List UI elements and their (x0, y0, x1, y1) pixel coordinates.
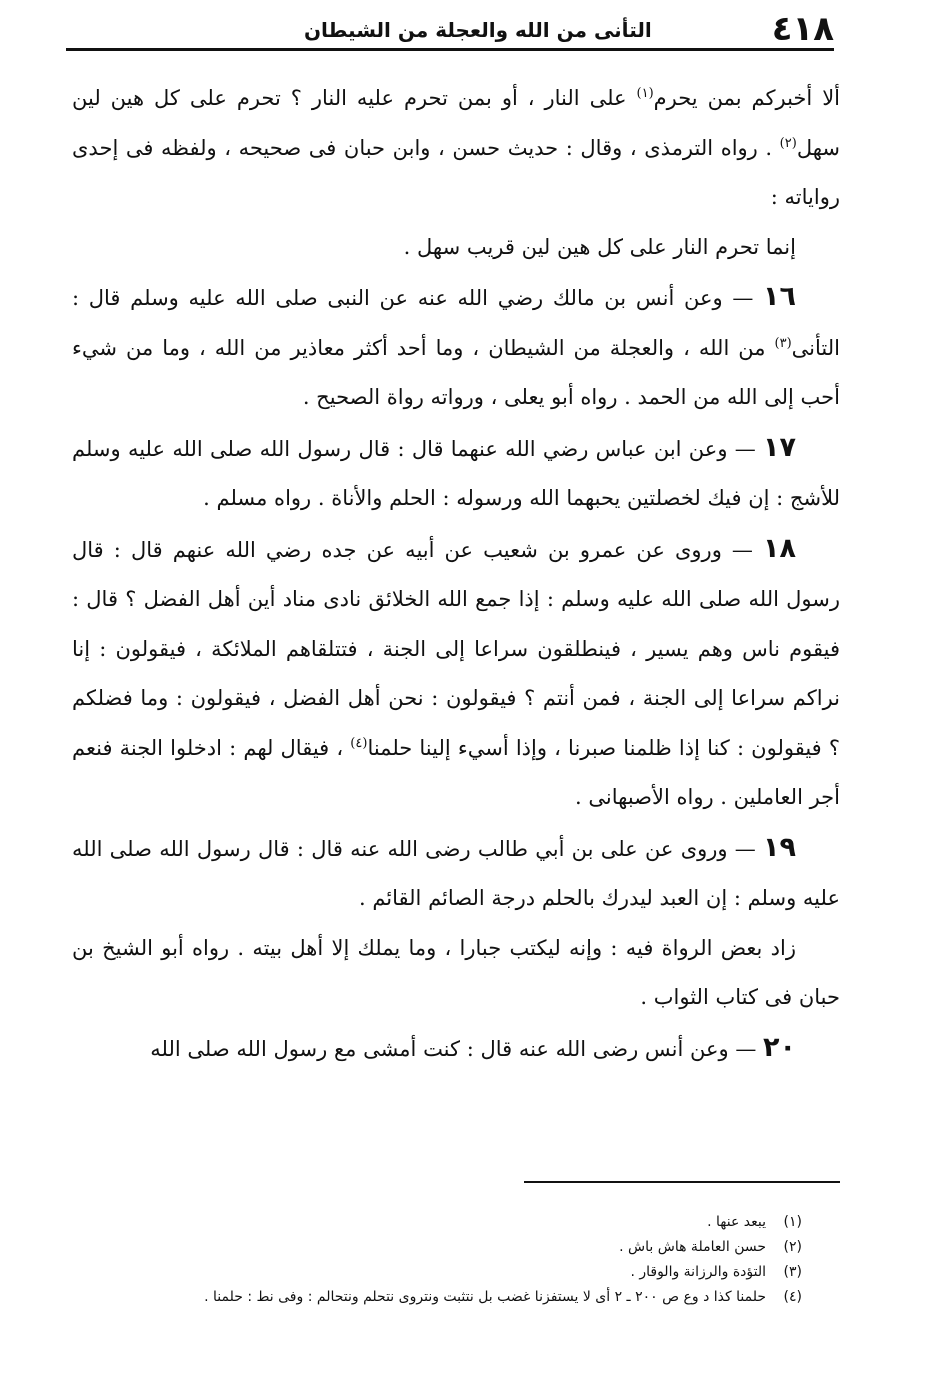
page-number: ٤١٨ (771, 9, 834, 49)
text-run: . رواه الترمذى ، وقال : حديث حسن ، وابن حبان فى صحيحه ، ولفظه فى إحدى رواياته : (72, 135, 840, 209)
text-run: ، فيقال لهم : ادخلوا الجنة فنعم أجر العاملين . رواه الأصبهانى . (72, 735, 840, 809)
text-run: — وروى عن عمرو بن شعيب عن أبيه عن جده رضي الله عنهم قال : قال رسول الله صلى الله عليه وسلم : إذا جمع الله الخلائق نادى مناد أين أهل الفضل ؟ قال : فيقوم ناس وهم يسير ، فينطلقون سراعا إلى الجنة ، فتتلقاهم الملائكة ، فيقولون : إنا نراكم سراعا إلى الجنة ، فمن أنتم ؟ فيقولون : نحن أهل الفضل ، فيقولون : وما فضلكم ؟ فيقولون : كنا إذا ظلمنا صبرنا ، وإذا أسيء إلينا حلمنا (72, 537, 840, 760)
hadith-number: ١٨ (763, 532, 796, 564)
paragraph: إنما تحرم النار على كل هين لين قريب سهل . (403, 234, 796, 259)
footnote (72, 1235, 802, 1260)
hadith-19 (72, 823, 840, 924)
footnote-mark: (١) (783, 1214, 802, 1230)
footnote-text: حلمنا كذا د وع ص ٢٠٠ ـ ٢ أى لا يستفزنا غضب بل نتثبت ونتروى نتحلم ونتحالم : وفى نط : حلمنا . (204, 1289, 766, 1305)
hadith-number: ١٦ (763, 281, 796, 312)
footnote-mark: (٢) (783, 1239, 802, 1255)
hadith-16 (72, 272, 840, 423)
hadith-number: ١٧ (763, 431, 796, 463)
footnote-mark: (٤) (783, 1289, 802, 1305)
running-title: التأنى من الله والعجلة من الشيطان (303, 18, 652, 42)
hadith-17 (72, 423, 840, 524)
text-run: — وروى عن على بن أبي طالب رضى الله عنه قال : قال رسول الله صلى الله عليه وسلم : إن العبد ليدرك بالحلم درجة الصائم القائم . (72, 836, 840, 910)
body-text (72, 74, 840, 1074)
footnote-text: التؤدة والرزانة والوقار . (630, 1264, 766, 1280)
footnote (72, 1210, 802, 1235)
footnote-ref: (٤) (350, 735, 368, 751)
text-run: — وعن أنس بن مالك رضي الله عنه عن النبى صلى الله عليه وسلم قال : التأنى (72, 286, 840, 360)
hadith-number: ٢٠ (763, 1031, 796, 1063)
footnote (72, 1260, 802, 1285)
hadith-20 (72, 1023, 840, 1075)
footnote (72, 1285, 802, 1310)
text-run: — وعن أنس رضى الله عنه قال : كنت أمشى مع رسول الله صلى الله (150, 1036, 764, 1061)
header-rule (66, 48, 834, 51)
hadith-18 (72, 524, 840, 823)
footnotes (72, 1210, 802, 1310)
text-run: على النار ، أو بمن تحرم عليه النار ؟ تحرم على كل هين لين سهل (72, 86, 840, 160)
footnote-text: يبعد عنها . (707, 1214, 766, 1230)
text-run: ألا أخبركم بمن يحرم (653, 86, 841, 110)
footnote-ref: (١) (636, 86, 654, 101)
paragraph (72, 74, 840, 223)
hadith-number: ١٩ (763, 831, 797, 863)
paragraph: زاد بعض الرواة فيه : وإنه ليكتب جبارا ، وما يملك إلا أهل بيته . رواه أبو الشيخ بن حبان فى كتاب الثواب . (72, 935, 840, 1009)
footnote-ref: (٢) (779, 135, 797, 151)
footnote-rule (524, 1181, 840, 1183)
footnote-mark: (٣) (783, 1264, 802, 1280)
footnote-ref: (٣) (774, 335, 792, 351)
text-run: — وعن ابن عباس رضي الله عنهما قال : قال رسول الله صلى الله عليه وسلم للأشج : إن فيك لخصلتين يحبهما الله ورسوله : الحلم والأناة . رواه مسلم . (72, 436, 840, 510)
text-run: من الله ، والعجلة من الشيطان ، وما أحد أكثر معاذير من الله ، وما من شيء أحب إلى الله من الحمد . رواه أبو يعلى ، ورواته رواة الصحيح . (72, 335, 840, 409)
page-header (66, 6, 834, 49)
footnote-text: حسن العاملة هاش باش . (619, 1239, 766, 1255)
